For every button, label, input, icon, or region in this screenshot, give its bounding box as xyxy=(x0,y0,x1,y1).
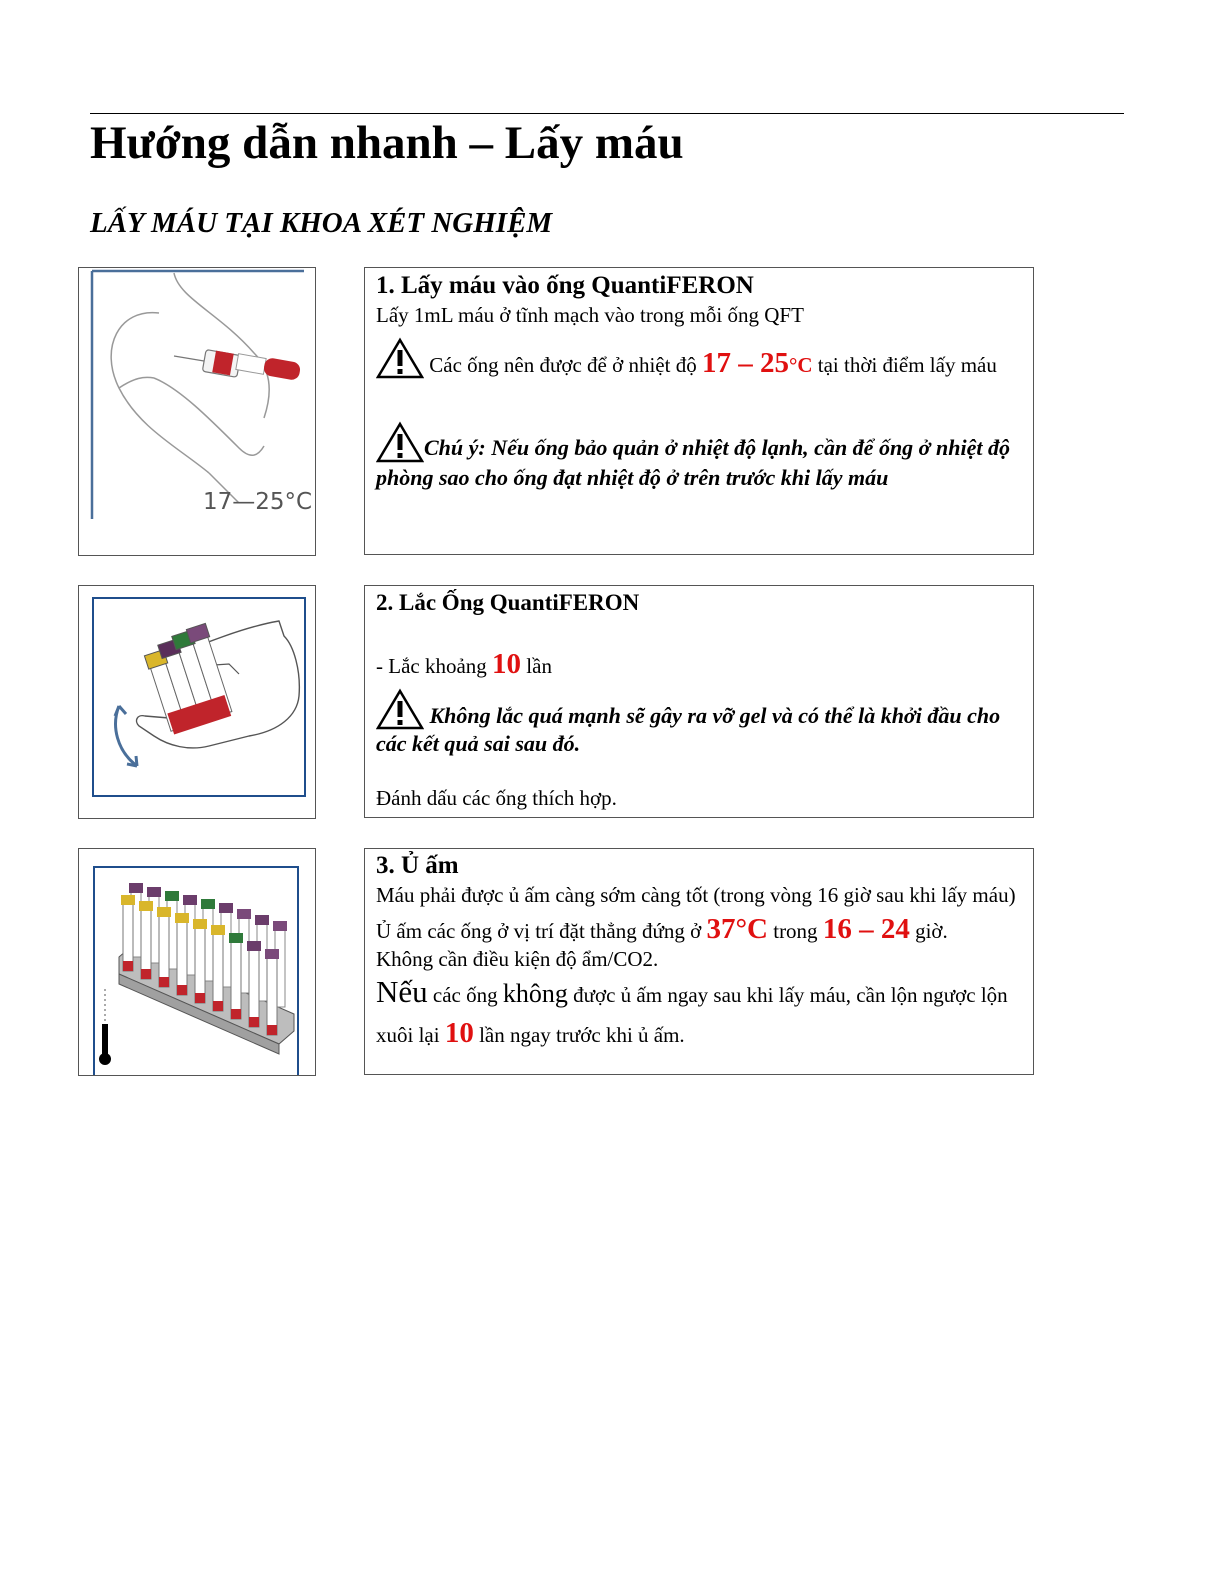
thermometer-icon xyxy=(99,989,111,1065)
step2-warning-text: Không lắc quá mạnh sẽ gây ra vỡ gel và có thể là khởi đầu cho các kết quả sai sau đó. xyxy=(376,703,1001,756)
step2-image-box xyxy=(78,585,316,819)
arm-blood-draw-illustration xyxy=(79,268,315,555)
step3-title: 3. Ủ ấm xyxy=(376,852,459,879)
step2-shake-instruction xyxy=(376,650,1023,680)
incubate-text: Ủ ấm các ống ở vị trí đặt thẳng đứng ở xyxy=(376,919,707,943)
shake-count: 10 xyxy=(492,648,522,680)
step2-label-note: Đánh dấu các ống thích hợp. xyxy=(376,786,617,810)
step1-temp-unit: °C xyxy=(788,353,813,377)
step3-timing: Máu phải được ủ ấm càng sớm càng tốt (trong vòng 16 giờ sau khi lấy máu) xyxy=(376,883,1016,907)
step1-cold-storage-note xyxy=(376,421,1023,493)
step1-temperature-warning xyxy=(376,337,1023,379)
step1-note-text: Chú ý: Nếu ống bảo quản ở nhiệt độ lạnh, cần để ống ở nhiệt độ phòng sao cho ống đạt nhiệt độ ở trên trước khi lấy máu xyxy=(376,435,1010,490)
invert-text-mid: các ống xyxy=(427,983,503,1007)
step3-invert-instruction xyxy=(376,973,1023,1054)
shake-text-end: lần xyxy=(521,654,552,678)
hand-shaking-tubes-illustration xyxy=(79,586,315,818)
step2-warning xyxy=(376,688,1023,758)
step1-text-box xyxy=(364,267,1034,555)
section-subtitle: LẤY MÁU TẠI KHOA XÉT NGHIỆM xyxy=(90,207,553,239)
step2-text-box xyxy=(364,585,1034,818)
invert-text: được ủ ấm ngay sau khi lấy máu, cần lộn ngược lộn xuôi lại xyxy=(376,983,1008,1047)
step1-instruction: Lấy 1mL máu ở tĩnh mạch vào trong mỗi ống QFT xyxy=(376,303,804,327)
step1-warning-text-end: tại thời điểm lấy máu xyxy=(812,353,997,377)
step3-text-box xyxy=(364,848,1034,1075)
step1-title: 1. Lấy máu vào ống QuantiFERON xyxy=(376,272,754,299)
page-title: Hướng dẫn nhanh – Lấy máu xyxy=(90,117,684,169)
not-word: không xyxy=(502,979,568,1008)
step2-title: 2. Lắc Ống QuantiFERON xyxy=(376,590,640,615)
incubation-hours: 16 – 24 xyxy=(822,913,910,945)
shake-text: - Lắc khoảng xyxy=(376,654,493,678)
step1-temp-range: 17 – 25 xyxy=(701,347,789,379)
step3-incubate-instruction xyxy=(376,915,1023,945)
tube-rack-illustration xyxy=(79,849,315,1076)
incubation-temperature: 37°C xyxy=(706,913,768,945)
warning-triangle-icon xyxy=(376,421,424,463)
warning-triangle-icon xyxy=(376,688,424,730)
step1-warning-text: Các ống nên được để ở nhiệt độ xyxy=(424,353,702,377)
step3-humidity-note: Không cần điều kiện độ ẩm/CO2. xyxy=(376,947,659,971)
invert-count: 10 xyxy=(444,1017,474,1049)
invert-text-end: lần ngay trước khi ủ ấm. xyxy=(473,1023,685,1047)
if-word: Nếu xyxy=(376,974,428,1009)
temperature-range-label: 17—25°C xyxy=(203,489,313,515)
warning-triangle-icon xyxy=(376,337,424,379)
incubate-text-mid: trong xyxy=(767,919,823,943)
step1-image-box xyxy=(78,267,316,556)
step3-image-box xyxy=(78,848,316,1076)
incubate-text-end: giờ. xyxy=(909,919,948,943)
